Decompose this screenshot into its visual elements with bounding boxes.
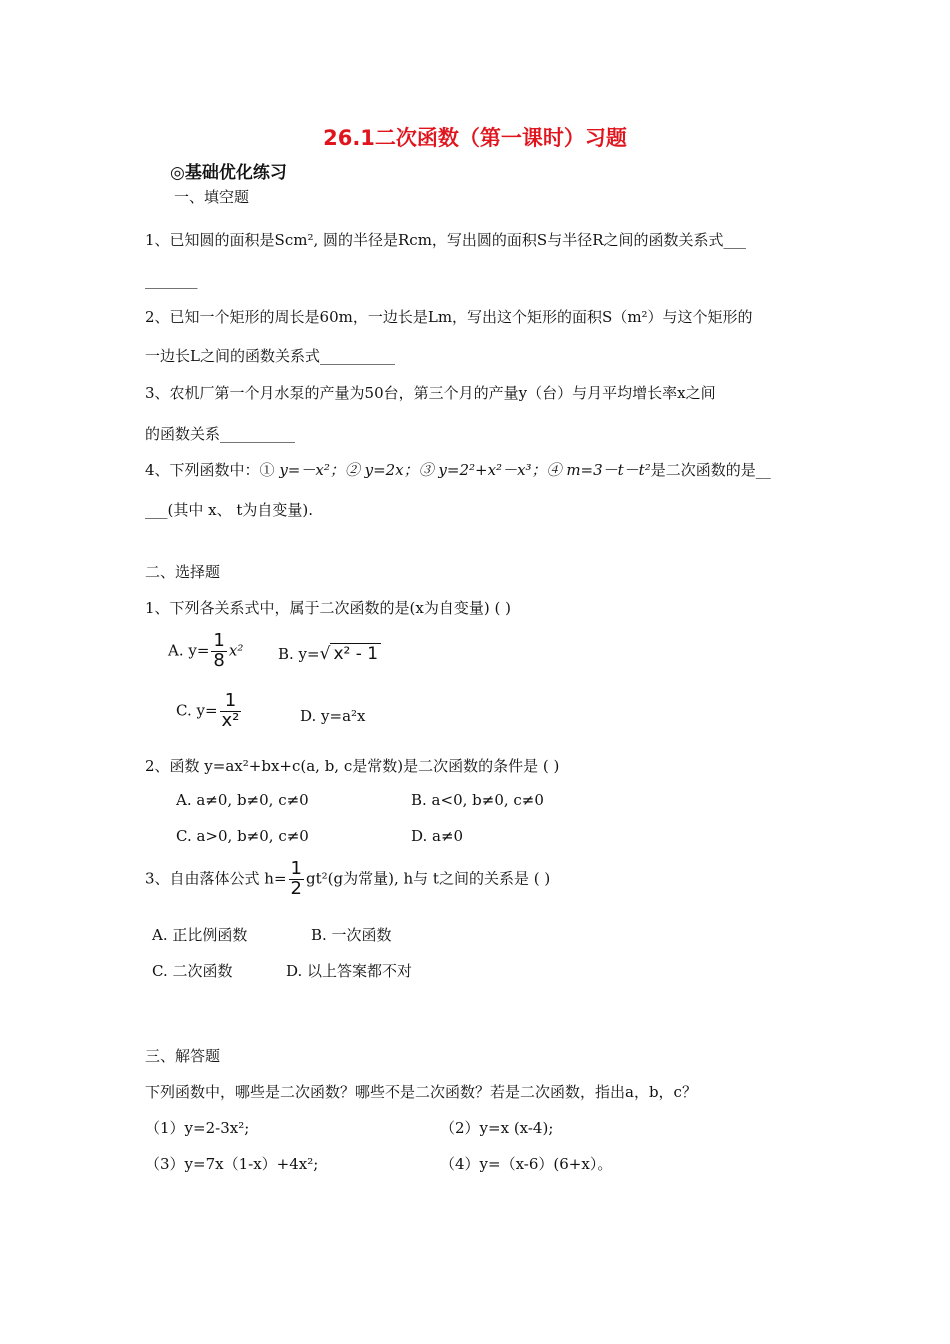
s2-q2-option-c: C. a>0, b≠0, c≠0 [176,827,309,845]
s2-q1-option-d: D. y=a²x [300,707,366,725]
s3-item-3: （3）y=7x（1-x）+4x²; [145,1155,319,1173]
s3-item-2: （2）y=x (x-4); [440,1119,554,1137]
s1-q4-line2: ___(其中 x、 t为自变量). [145,501,313,519]
s1-q4-suffix: 是二次函数的是__ [650,461,771,479]
s2-q3-option-d: D. 以上答案都不对 [286,962,413,980]
s3-prompt: 下列函数中，哪些是二次函数？哪些不是二次函数？若是二次函数，指出a，b，c？ [145,1083,697,1101]
s1-q3-line2: 的函数关系__________ [145,425,296,443]
fraction: $\frac{1}{8}$ [213,630,225,671]
s1-q4-f1: y=－x² [279,461,330,479]
s1-q4-line1 [145,459,771,480]
s3-item-4: （4）y=（x-6）(6+x）。 [440,1155,613,1173]
fraction: $\frac{1}{2}$ [290,858,302,899]
s2-q1-option-c: C. y= $\frac{1}{\text{x²}}$ [176,690,240,731]
s2-q2-option-a: A. a≠0, b≠0, c≠0 [176,791,309,809]
section3-heading: 三、解答题 [145,1047,221,1065]
s2-q3: 3、自由落体公式 h= $\frac{1}{2}$ gt²(g为常量), h与 t之间的关系是 ( ) [145,858,551,899]
s2-q1-option-a: A. y= $\frac{1}{8}$ x² [168,630,244,671]
s3-item-1: （1）y=2-3x²; [145,1119,250,1137]
s2-q1: 1、下列各关系式中，属于二次函数的是(x为自变量) ( ) [145,599,511,617]
page-title: 26.1二次函数（第一课时）习题 [323,126,627,150]
sqrt-symbol: √ x² - 1 [320,644,381,664]
subtitle: ◎基础优化练习 [170,163,287,183]
fraction: $\frac{1}{\text{x²}}$ [221,690,240,731]
s2-q3-option-b: B. 一次函数 [311,926,392,944]
s1-q1-line1: 1、已知圆的面积是Scm², 圆的半径是Rcm，写出圆的面积S与半径R之间的函数关系式___ [145,231,746,249]
s1-q4-prefix: 4、下列函数中：① [145,461,280,479]
s2-q2: 2、函数 y=ax²+bx+c(a, b, c是常数)是二次函数的条件是 ( ) [145,757,560,775]
s1-q1-line2: _______ [145,271,198,289]
section1-heading: 一、填空题 [174,188,250,206]
s1-q4-f4: ；④ m=3－t－t² [531,461,651,479]
section2-heading: 二、选择题 [145,563,221,581]
s2-q2-option-d: D. a≠0 [411,827,464,845]
s1-q4-f3: ；③ y=2²+x²－x³ [403,461,532,479]
s1-q2-line2: 一边长L之间的函数关系式__________ [145,347,395,365]
s2-q3-option-c: C. 二次函数 [152,962,233,980]
s2-q3-option-a: A. 正比例函数 [152,926,248,944]
s2-q2-option-b: B. a<0, b≠0, c≠0 [411,791,544,809]
s1-q2-line1: 2、已知一个矩形的周长是60m，一边长是Lm，写出这个矩形的面积S（m²）与这个矩形的 [145,308,753,326]
s1-q3-line1: 3、农机厂第一个月水泵的产量为50台，第三个月的产量y（台）与月平均增长率x之间 [145,384,716,402]
s1-q4-f2: ；② y=2x [329,461,404,479]
s2-q1-option-b: B. y=√ x² - 1 [278,644,381,664]
